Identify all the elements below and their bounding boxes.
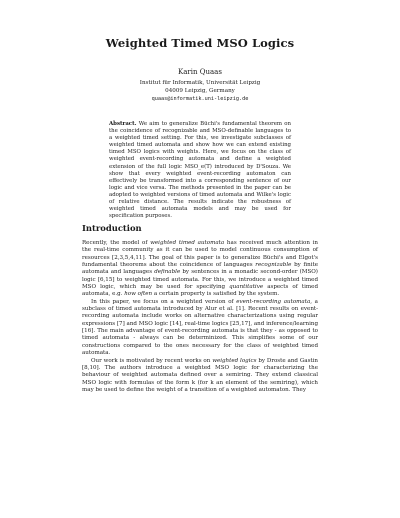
abstract-label: Abstract. <box>109 121 137 127</box>
affiliation-institute: Institut für Informatik, Universität Leipzig <box>139 80 261 86</box>
intro-emphasis: event-recording automata <box>236 298 311 305</box>
section-heading-introduction: Introduction <box>82 223 142 233</box>
affiliation-address: 04009 Leipzig, Germany <box>165 88 235 94</box>
intro-text: Our work is motivated by recent works on <box>91 357 213 364</box>
affiliation <box>0 79 400 103</box>
intro-emphasis: how often <box>124 291 153 298</box>
intro-text: In this paper, we focus on a weighted version of <box>91 298 237 305</box>
author-email: quaas@informatik.uni-leipzig.de <box>151 96 249 102</box>
intro-emphasis: recognizable <box>255 262 292 269</box>
abstract <box>109 121 291 220</box>
intro-text: a certain property is satisfied by the system. <box>152 291 280 298</box>
abstract-text: We aim to generalize Büchi's fundamental theorem on the coincidence of recognizable and MSO-definable languages to a weighted timed setting. For this, we investigate subclasses of weighted timed automata and show how we can extend existing timed MSO logics with weights. Here, we focus on the class of weighted event-recording automata and define a weighted extension of the full logic MSO_e(T) introduced by D'Souza. We show that every weighted event-recording automaton can effectively be transformed into a corresponding sentence of our logic and vice versa. The methods presented in the paper can be adopted to weighted versions of timed automata and Wilke's logic of relative distance. The results indicate the robustness of weighted timed automata models and may be used for specification purposes. <box>109 121 291 220</box>
intro-text: has received much attention in the real-time community as it can be used to model continuous consumption of resources [2,3,5,4,11]. The goal of this paper is to generalize Büchi's and Elgot's fundamental theorems about the coincidence of languages <box>82 240 318 269</box>
intro-text: by Droste and Gastin [8,10]. The authors introduce a weighted MSO logic for characterizing the behaviour of weighted automata defined over a semiring. They extend classical MSO logic with formulas of the form k (for k an element of the semiring), which may be used to define the weight of a transition of a weighted automaton. They <box>82 357 318 393</box>
intro-paragraph-1 <box>82 240 318 299</box>
intro-emphasis: weighted timed automata <box>150 240 225 246</box>
intro-text: Recently, the model of <box>82 240 151 246</box>
intro-emphasis: weighted logics <box>212 357 257 364</box>
author-name: Karin Quaas <box>178 68 222 76</box>
paper-title: Weighted Timed MSO Logics <box>105 36 295 50</box>
introduction-body <box>82 240 318 394</box>
intro-text: aspects of timed automata, e.g. <box>82 284 318 298</box>
intro-emphasis: quantitative <box>229 284 264 291</box>
intro-paragraph-2 <box>82 299 318 358</box>
intro-text: , a subclass of timed automata introduced by Alur et al. [1]. Recent results on event-recording automata include works on alternative characterizations using regular expressions [7] and MSO logic [14], real-time logics [25,17], and inference/learning [16]. The main advantage of event-recording automata is that they - as opposed to timed automata - always can be determinized. This simplifies some of our constructions compared to the ones necessary for the class of weighted timed automata. <box>82 298 318 357</box>
intro-emphasis: definable <box>154 269 181 276</box>
intro-text: by finite automata and languages <box>82 262 318 276</box>
intro-paragraph-3 <box>82 358 318 395</box>
intro-text: by sentences in a monadic second-order (MSO) logic [6,15] to weighted timed automata. For this, we introduce a weighted timed MSO logic, which may be used for specifying <box>82 269 318 291</box>
